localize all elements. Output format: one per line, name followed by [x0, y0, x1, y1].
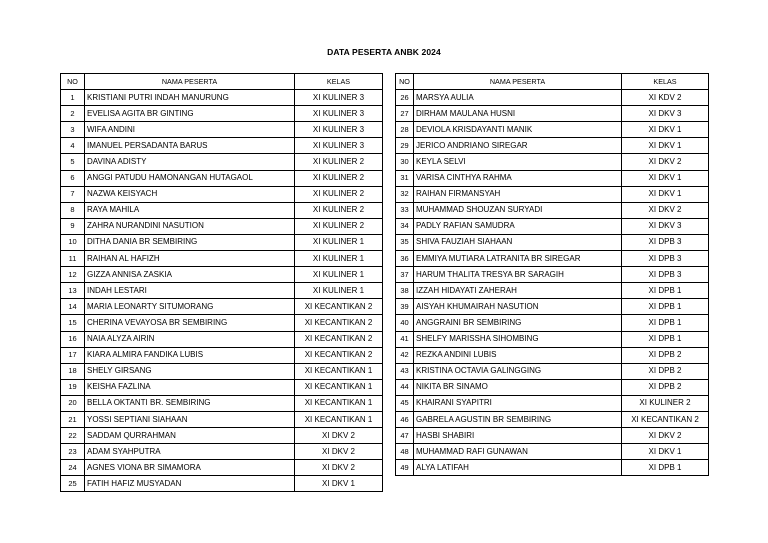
row-number: 4: [61, 138, 85, 154]
table-row: [61, 283, 383, 299]
row-number: 37: [396, 267, 414, 283]
table-row: [61, 234, 383, 250]
participant-name: INDAH LESTARI: [85, 283, 295, 299]
table-row: [61, 106, 383, 122]
table-row: [61, 154, 383, 170]
participant-name: VARISA CINTHYA RAHMA: [414, 170, 622, 186]
table-row: [396, 444, 709, 460]
row-number: 42: [396, 347, 414, 363]
participant-class: XI DPB 1: [622, 299, 709, 315]
participant-class: XI KULINER 1: [295, 283, 383, 299]
participant-name: MARIA LEONARTY SITUMORANG: [85, 299, 295, 315]
row-number: 34: [396, 218, 414, 234]
participant-class: XI DKV 2: [622, 154, 709, 170]
table-row: [396, 379, 709, 395]
participant-name: BELLA OKTANTI BR. SEMBIRING: [85, 395, 295, 411]
table-row: [396, 154, 709, 170]
table-row: [61, 251, 383, 267]
participant-class: XI KULINER 2: [295, 186, 383, 202]
row-number: 12: [61, 267, 85, 283]
table-row: [396, 267, 709, 283]
table-row: [396, 428, 709, 444]
row-number: 28: [396, 122, 414, 138]
row-number: 13: [61, 283, 85, 299]
participant-name: KEYLA SELVI: [414, 154, 622, 170]
row-number: 35: [396, 234, 414, 250]
participant-class: XI KULINER 2: [295, 218, 383, 234]
row-number: 47: [396, 428, 414, 444]
participant-class: XI DKV 1: [622, 122, 709, 138]
row-number: 43: [396, 363, 414, 379]
participant-class: XI KULINER 2: [295, 154, 383, 170]
table-row: [61, 186, 383, 202]
participant-class: XI KECANTIKAN 1: [295, 395, 383, 411]
participant-name: EMMIYA MUTIARA LATRANITA BR SIREGAR: [414, 251, 622, 267]
participant-class: XI DPB 1: [622, 460, 709, 476]
table-row: [396, 299, 709, 315]
table-row: [61, 395, 383, 411]
participant-class: XI KECANTIKAN 1: [295, 379, 383, 395]
table-row: [61, 122, 383, 138]
row-number: 27: [396, 106, 414, 122]
header-kelas: KELAS: [295, 74, 383, 90]
participant-table-left: [60, 73, 383, 492]
participant-name: GIZZA ANNISA ZASKIA: [85, 267, 295, 283]
participant-name: ALYA LATIFAH: [414, 460, 622, 476]
table-row: [396, 122, 709, 138]
participant-name: KRISTINA OCTAVIA GALINGGING: [414, 363, 622, 379]
row-number: 16: [61, 331, 85, 347]
participant-name: DITHA DANIA BR SEMBIRING: [85, 234, 295, 250]
row-number: 3: [61, 122, 85, 138]
participant-class: XI KECANTIKAN 2: [622, 411, 709, 427]
participant-name: AISYAH KHUMAIRAH NASUTION: [414, 299, 622, 315]
table-row: [396, 363, 709, 379]
participant-name: YOSSI SEPTIANI SIAHAAN: [85, 411, 295, 427]
row-number: 48: [396, 444, 414, 460]
table-row: [396, 234, 709, 250]
row-number: 26: [396, 90, 414, 106]
participant-class: XI DPB 3: [622, 267, 709, 283]
participant-name: CHERINA VEVAYOSA BR SEMBIRING: [85, 315, 295, 331]
participant-class: XI KECANTIKAN 2: [295, 331, 383, 347]
participant-name: KIARA ALMIRA FANDIKA LUBIS: [85, 347, 295, 363]
row-number: 29: [396, 138, 414, 154]
participant-name: REZKA ANDINI LUBIS: [414, 347, 622, 363]
participant-class: XI KULINER 1: [295, 234, 383, 250]
participant-class: XI DPB 3: [622, 251, 709, 267]
table-row: [396, 106, 709, 122]
row-number: 1: [61, 90, 85, 106]
participant-name: MUHAMMAD RAFI GUNAWAN: [414, 444, 622, 460]
table-row: [396, 218, 709, 234]
participant-class: XI DPB 2: [622, 363, 709, 379]
participant-class: XI KECANTIKAN 2: [295, 315, 383, 331]
table-row: [396, 251, 709, 267]
participant-name: GABRELA AGUSTIN BR SEMBIRING: [414, 411, 622, 427]
participant-name: RAIHAN AL HAFIZH: [85, 251, 295, 267]
row-number: 18: [61, 363, 85, 379]
row-number: 31: [396, 170, 414, 186]
table-row: [61, 444, 383, 460]
participant-name: DIRHAM MAULANA HUSNI: [414, 106, 622, 122]
table-row: [61, 428, 383, 444]
table-row: [61, 90, 383, 106]
table-row: [61, 299, 383, 315]
table-row: [61, 267, 383, 283]
participant-class: XI KULINER 1: [295, 267, 383, 283]
row-number: 11: [61, 251, 85, 267]
row-number: 24: [61, 460, 85, 476]
row-number: 40: [396, 315, 414, 331]
table-row: [396, 170, 709, 186]
row-number: 33: [396, 202, 414, 218]
table-row: [61, 170, 383, 186]
participant-name: JERICO ANDRIANO SIREGAR: [414, 138, 622, 154]
participant-class: XI DKV 1: [622, 444, 709, 460]
participant-name: ANGGRAINI BR SEMBIRING: [414, 315, 622, 331]
participant-class: XI KULINER 2: [295, 170, 383, 186]
table-row: [396, 283, 709, 299]
table-row: [396, 347, 709, 363]
row-number: 8: [61, 202, 85, 218]
participant-name: IZZAH HIDAYATI ZAHERAH: [414, 283, 622, 299]
row-number: 46: [396, 411, 414, 427]
participant-class: XI DKV 2: [622, 202, 709, 218]
row-number: 49: [396, 460, 414, 476]
participant-class: XI KECANTIKAN 1: [295, 363, 383, 379]
participant-name: KEISHA FAZLINA: [85, 379, 295, 395]
participant-name: SHELY GIRSANG: [85, 363, 295, 379]
table-row: [396, 395, 709, 411]
participant-name: NIKITA BR SINAMO: [414, 379, 622, 395]
participant-name: HARUM THALITA TRESYA BR SARAGIH: [414, 267, 622, 283]
row-number: 44: [396, 379, 414, 395]
row-number: 20: [61, 395, 85, 411]
row-number: 22: [61, 428, 85, 444]
table-row: [61, 202, 383, 218]
participant-class: XI KULINER 2: [622, 395, 709, 411]
table-row: [61, 138, 383, 154]
table-row: [61, 347, 383, 363]
participant-name: PADLY RAFIAN SAMUDRA: [414, 218, 622, 234]
header-no: NO: [61, 74, 85, 90]
table-row: [396, 186, 709, 202]
table-row: [396, 202, 709, 218]
header-nama-peserta: NAMA PESERTA: [414, 74, 622, 90]
row-number: 19: [61, 379, 85, 395]
participant-class: XI KECANTIKAN 2: [295, 299, 383, 315]
participant-name: NAZWA KEISYACH: [85, 186, 295, 202]
participant-name: ANGGI PATUDU HAMONANGAN HUTAGAOL: [85, 170, 295, 186]
participant-name: IMANUEL PERSADANTA BARUS: [85, 138, 295, 154]
participant-name: AGNES VIONA BR SIMAMORA: [85, 460, 295, 476]
table-row: [396, 138, 709, 154]
participant-class: XI DKV 3: [622, 218, 709, 234]
participant-class: XI KULINER 3: [295, 138, 383, 154]
participant-class: XI DPB 1: [622, 315, 709, 331]
row-number: 2: [61, 106, 85, 122]
row-number: 30: [396, 154, 414, 170]
row-number: 14: [61, 299, 85, 315]
table-row: [396, 460, 709, 476]
participant-class: XI KULINER 3: [295, 90, 383, 106]
table-row: [61, 331, 383, 347]
participant-name: DAVINA ADISTY: [85, 154, 295, 170]
participant-name: RAIHAN FIRMANSYAH: [414, 186, 622, 202]
document-title: DATA PESERTA ANBK 2024: [327, 47, 441, 57]
table-row: [396, 411, 709, 427]
row-number: 6: [61, 170, 85, 186]
participant-class: XI DKV 2: [295, 444, 383, 460]
participant-class: XI DKV 1: [622, 186, 709, 202]
participant-class: XI KDV 2: [622, 90, 709, 106]
participant-class: XI DKV 1: [295, 476, 383, 492]
row-number: 21: [61, 411, 85, 427]
table-row: [61, 315, 383, 331]
header-nama-peserta: NAMA PESERTA: [85, 74, 295, 90]
row-number: 39: [396, 299, 414, 315]
row-number: 32: [396, 186, 414, 202]
table-row: [396, 90, 709, 106]
table-row: [396, 315, 709, 331]
row-number: 10: [61, 234, 85, 250]
table-header-row: [61, 74, 383, 90]
participant-class: XI DPB 2: [622, 347, 709, 363]
participant-name: HASBI SHABIRI: [414, 428, 622, 444]
participant-name: ZAHRA NURANDINI NASUTION: [85, 218, 295, 234]
participant-class: XI DPB 3: [622, 234, 709, 250]
participant-name: SHIVA FAUZIAH SIAHAAN: [414, 234, 622, 250]
participant-table-right: [395, 73, 709, 476]
participant-class: XI DKV 3: [622, 106, 709, 122]
participant-name: KHAIRANI SYAPITRI: [414, 395, 622, 411]
row-number: 5: [61, 154, 85, 170]
table-row: [61, 363, 383, 379]
row-number: 15: [61, 315, 85, 331]
row-number: 25: [61, 476, 85, 492]
participant-class: XI KULINER 1: [295, 251, 383, 267]
participant-name: SHELFY MARISSHA SIHOMBING: [414, 331, 622, 347]
participant-class: XI KECANTIKAN 1: [295, 411, 383, 427]
participant-class: XI KULINER 2: [295, 202, 383, 218]
participant-class: XI DPB 2: [622, 379, 709, 395]
participant-name: KRISTIANI PUTRI INDAH MANURUNG: [85, 90, 295, 106]
row-number: 41: [396, 331, 414, 347]
participant-name: MUHAMMAD SHOUZAN SURYADI: [414, 202, 622, 218]
table-row: [61, 460, 383, 476]
participant-name: DEVIOLA KRISDAYANTI MANIK: [414, 122, 622, 138]
participant-class: XI KULINER 3: [295, 122, 383, 138]
participant-class: XI DKV 2: [295, 460, 383, 476]
row-number: 17: [61, 347, 85, 363]
participant-class: XI KULINER 3: [295, 106, 383, 122]
participant-class: XI DKV 2: [295, 428, 383, 444]
table-row: [61, 379, 383, 395]
participant-name: EVELISA AGITA BR GINTING: [85, 106, 295, 122]
header-no: NO: [396, 74, 414, 90]
row-number: 38: [396, 283, 414, 299]
participant-name: MARSYA AULIA: [414, 90, 622, 106]
table-row: [396, 331, 709, 347]
participant-class: XI KECANTIKAN 2: [295, 347, 383, 363]
participant-class: XI DPB 1: [622, 331, 709, 347]
row-number: 45: [396, 395, 414, 411]
row-number: 36: [396, 251, 414, 267]
table-row: [61, 476, 383, 492]
participant-rows-left: [61, 90, 383, 492]
table-header-row: [396, 74, 709, 90]
participant-name: SADDAM QURRAHMAN: [85, 428, 295, 444]
participant-name: FATIH HAFIZ MUSYADAN: [85, 476, 295, 492]
row-number: 9: [61, 218, 85, 234]
participant-name: WIFA ANDINI: [85, 122, 295, 138]
participant-class: XI DKV 1: [622, 138, 709, 154]
table-row: [61, 218, 383, 234]
row-number: 23: [61, 444, 85, 460]
participant-class: XI DKV 2: [622, 428, 709, 444]
participant-name: NAIA ALYZA AIRIN: [85, 331, 295, 347]
table-row: [61, 411, 383, 427]
participant-class: XI DPB 1: [622, 283, 709, 299]
participant-name: RAYA MAHILA: [85, 202, 295, 218]
participant-class: XI DKV 1: [622, 170, 709, 186]
header-kelas: KELAS: [622, 74, 709, 90]
participant-rows-right: [396, 90, 709, 476]
row-number: 7: [61, 186, 85, 202]
participant-name: ADAM SYAHPUTRA: [85, 444, 295, 460]
